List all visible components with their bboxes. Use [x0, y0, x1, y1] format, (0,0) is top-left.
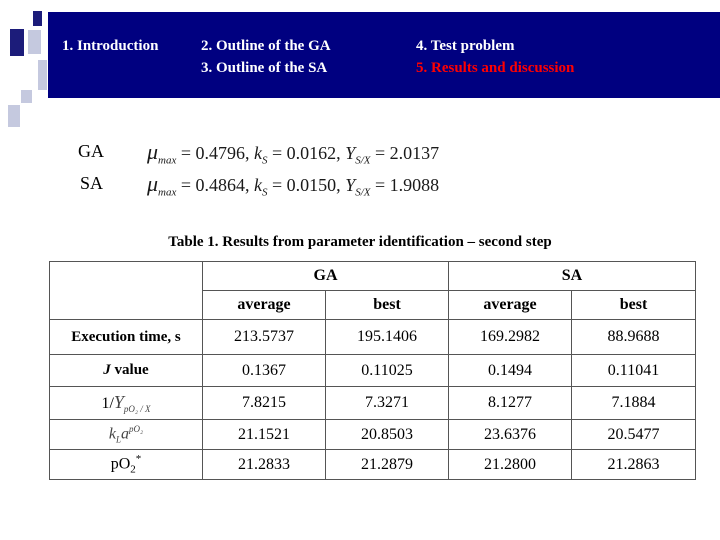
- subheader-ga-best: best: [326, 291, 449, 320]
- row-label-kla: [50, 420, 203, 450]
- decor-square: [21, 90, 32, 103]
- table-row: [50, 450, 696, 480]
- equation-label-sa: SA: [80, 173, 104, 193]
- k-symbol: k: [254, 143, 263, 163]
- k-value: = 0.0162,: [267, 143, 346, 163]
- decor-square: [33, 11, 42, 26]
- y-subscript: S/X: [355, 186, 371, 199]
- nav-results-discussion[interactable]: 5. Results and discussion: [416, 60, 575, 76]
- mu-value: = 0.4864,: [176, 175, 255, 195]
- kla-symbol: k: [108, 425, 116, 443]
- subheader-ga-average: average: [203, 291, 326, 320]
- decor-square: [28, 30, 41, 54]
- table-row: [50, 320, 696, 355]
- row-label-po2: [50, 450, 203, 480]
- header-ga: GA: [203, 262, 449, 291]
- mu-subscript: max: [158, 186, 177, 199]
- table-cell: 7.3271: [326, 387, 449, 420]
- po2-text: pO: [110, 455, 131, 473]
- table-cell: 0.1494: [449, 355, 572, 387]
- k-subscript: S: [262, 186, 268, 199]
- kla-superscript: pO₂: [128, 424, 144, 435]
- table-cell: 21.2879: [326, 450, 449, 480]
- po2-superscript: *: [135, 453, 142, 466]
- table-cell: 169.2982: [449, 320, 572, 355]
- table-cell: 213.5737: [203, 320, 326, 355]
- y-value: = 1.9088: [370, 175, 440, 195]
- equation-label-ga: GA: [78, 141, 104, 161]
- table-cell: 8.1277: [449, 387, 572, 420]
- yield-symbol: Y: [113, 391, 124, 412]
- table-cell: 23.6376: [449, 420, 572, 450]
- y-value: = 2.0137: [370, 143, 440, 163]
- mu-symbol: μ: [147, 171, 159, 196]
- yield-prefix: 1/: [101, 394, 114, 412]
- y-symbol: Y: [345, 143, 356, 163]
- kla-subscript: L: [115, 434, 121, 445]
- table-cell: 21.2833: [203, 450, 326, 480]
- table-cell: 21.2800: [449, 450, 572, 480]
- table-row: [50, 420, 696, 450]
- table-cell: 88.9688: [572, 320, 696, 355]
- table-cell: 20.5477: [572, 420, 696, 450]
- k-symbol: k: [254, 175, 263, 195]
- table-caption: Table 1. Results from parameter identification – second step: [168, 234, 552, 250]
- table-row: [50, 262, 696, 291]
- nav-test-problem[interactable]: 4. Test problem: [416, 38, 515, 54]
- table-cell: 7.8215: [203, 387, 326, 420]
- subheader-sa-average: average: [449, 291, 572, 320]
- decor-square: [8, 105, 20, 127]
- yield-subscript: pO₂ / X: [123, 404, 151, 415]
- equation-sa: [147, 171, 439, 199]
- k-value: = 0.0150,: [267, 175, 346, 195]
- decor-square: [38, 60, 47, 90]
- mu-symbol: μ: [147, 139, 159, 164]
- subheader-sa-best: best: [572, 291, 696, 320]
- table-cell: 0.11041: [572, 355, 696, 387]
- table-row: [50, 387, 696, 420]
- mu-subscript: max: [158, 154, 177, 167]
- po2-subscript: 2: [130, 463, 136, 476]
- equation-ga: [147, 139, 439, 167]
- table-cell: 21.1521: [203, 420, 326, 450]
- table-cell: 21.2863: [572, 450, 696, 480]
- kla-a: a: [120, 425, 129, 443]
- row-label-execution-time: Execution time, s: [50, 320, 203, 355]
- table-cell: 0.11025: [326, 355, 449, 387]
- decor-square: [10, 29, 24, 56]
- nav-outline-ga[interactable]: 2. Outline of the GA: [201, 38, 331, 54]
- mu-value: = 0.4796,: [176, 143, 255, 163]
- table-row: [50, 355, 696, 387]
- row-label-yield: [50, 387, 203, 420]
- header-bar: [48, 12, 720, 98]
- table-cell: 20.8503: [326, 420, 449, 450]
- y-symbol: Y: [345, 175, 356, 195]
- corner-cell: [50, 262, 203, 320]
- results-table: [49, 261, 696, 480]
- table-cell: 7.1884: [572, 387, 696, 420]
- j-symbol: J: [103, 362, 111, 378]
- j-label-text: value: [110, 362, 149, 378]
- y-subscript: S/X: [355, 154, 371, 167]
- nav-introduction[interactable]: 1. Introduction: [62, 38, 159, 54]
- nav-outline-sa[interactable]: 3. Outline of the SA: [201, 60, 328, 76]
- table-cell: 195.1406: [326, 320, 449, 355]
- row-label-j-value: [50, 355, 203, 387]
- k-subscript: S: [262, 154, 268, 167]
- table-cell: 0.1367: [203, 355, 326, 387]
- header-sa: SA: [449, 262, 696, 291]
